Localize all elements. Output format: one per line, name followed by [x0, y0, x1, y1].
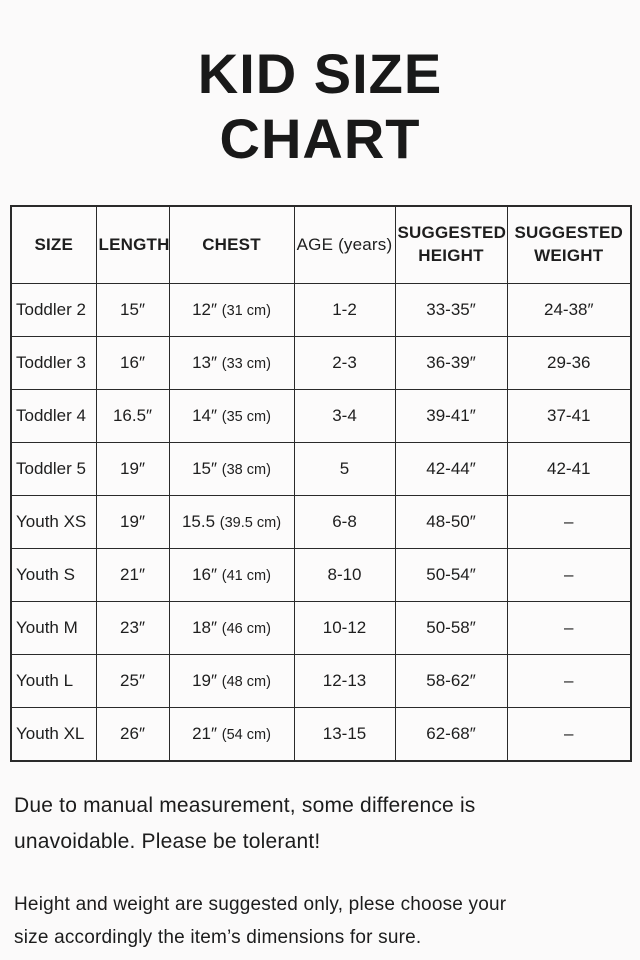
table-row: [11, 655, 631, 708]
size-chart-table: [10, 205, 632, 762]
table-row: [11, 443, 631, 496]
chest-cm: (41 cm): [221, 568, 271, 585]
note-measurement: [14, 788, 626, 860]
page-title: [0, 42, 640, 172]
cell-size: Youth S: [11, 549, 96, 602]
chest-inches: 15″: [192, 459, 222, 479]
footer-notes: [14, 788, 626, 954]
table-header-row: [11, 206, 631, 284]
cell-height: 62-68″: [395, 708, 507, 761]
cell-weight: 29-36: [507, 337, 631, 390]
chest-cm: (38 cm): [221, 462, 271, 479]
cell-height: 48-50″: [395, 496, 507, 549]
cell-length: 26″: [96, 708, 169, 761]
note-suggestion-line-2: size accordingly the item’s dimensions for sure.: [14, 926, 422, 948]
cell-length: 19″: [96, 443, 169, 496]
chest-cm: (39.5 cm): [219, 515, 282, 532]
chest-cm: (35 cm): [221, 409, 271, 426]
column-header-chest: CHEST: [169, 206, 294, 284]
table-row: [11, 496, 631, 549]
cell-length: 23″: [96, 602, 169, 655]
cell-size: Toddler 3: [11, 337, 96, 390]
cell-age: 1-2: [294, 284, 395, 337]
chest-cm: (54 cm): [221, 727, 271, 744]
table-row: [11, 390, 631, 443]
column-header-size: SIZE: [11, 206, 96, 284]
cell-size: Toddler 5: [11, 443, 96, 496]
cell-weight: –: [507, 602, 631, 655]
table-row: [11, 284, 631, 337]
cell-size: Toddler 2: [11, 284, 96, 337]
cell-height: 39-41″: [395, 390, 507, 443]
cell-size: Toddler 4: [11, 390, 96, 443]
cell-chest: [169, 655, 294, 708]
cell-length: 15″: [96, 284, 169, 337]
cell-size: Youth L: [11, 655, 96, 708]
cell-weight: 42-41: [507, 443, 631, 496]
cell-chest: [169, 496, 294, 549]
cell-chest: [169, 390, 294, 443]
cell-length: 21″: [96, 549, 169, 602]
chest-inches: 12″: [192, 300, 222, 320]
chest-cm: (46 cm): [221, 621, 271, 638]
chest-inches: 16″: [192, 565, 222, 585]
cell-weight: 24-38″: [507, 284, 631, 337]
cell-chest: [169, 602, 294, 655]
cell-height: 36-39″: [395, 337, 507, 390]
cell-weight: –: [507, 655, 631, 708]
cell-height: 50-58″: [395, 602, 507, 655]
chest-inches: 13″: [192, 353, 222, 373]
cell-weight: –: [507, 549, 631, 602]
note-measurement-line-1: Due to manual measurement, some difference is: [14, 793, 476, 817]
chest-cm: (31 cm): [221, 303, 271, 320]
chest-inches: 15.5: [181, 512, 220, 532]
note-suggestion-line-1: Height and weight are suggested only, plese choose your: [14, 893, 507, 915]
page-title-line-2: CHART: [219, 106, 421, 170]
size-chart-page: [0, 42, 640, 960]
cell-height: 33-35″: [395, 284, 507, 337]
cell-height: 42-44″: [395, 443, 507, 496]
cell-chest: [169, 337, 294, 390]
cell-age: 8-10: [294, 549, 395, 602]
cell-chest: [169, 284, 294, 337]
cell-age: 6-8: [294, 496, 395, 549]
cell-height: 50-54″: [395, 549, 507, 602]
cell-chest: [169, 549, 294, 602]
column-header-height: SUGGESTED HEIGHT: [395, 206, 507, 284]
chest-inches: 18″: [192, 618, 222, 638]
cell-size: Youth M: [11, 602, 96, 655]
table-row: [11, 708, 631, 761]
page-title-line-1: KID SIZE: [197, 42, 443, 105]
chest-cm: (48 cm): [221, 674, 271, 691]
cell-length: 16″: [96, 337, 169, 390]
cell-age: 5: [294, 443, 395, 496]
cell-length: 19″: [96, 496, 169, 549]
cell-age: 2-3: [294, 337, 395, 390]
table-row: [11, 602, 631, 655]
cell-age: 10-12: [294, 602, 395, 655]
cell-age: 3-4: [294, 390, 395, 443]
table-row: [11, 337, 631, 390]
column-header-weight: SUGGESTED WEIGHT: [507, 206, 631, 284]
cell-chest: [169, 708, 294, 761]
chest-inches: 19″: [192, 671, 222, 691]
cell-age: 12-13: [294, 655, 395, 708]
cell-weight: 37-41: [507, 390, 631, 443]
cell-weight: –: [507, 708, 631, 761]
cell-size: Youth XS: [11, 496, 96, 549]
column-header-length: LENGTH: [96, 206, 169, 284]
cell-size: Youth XL: [11, 708, 96, 761]
cell-height: 58-62″: [395, 655, 507, 708]
note-suggestion: [14, 888, 626, 954]
chest-cm: (33 cm): [221, 356, 271, 373]
cell-length: 25″: [96, 655, 169, 708]
table-row: [11, 549, 631, 602]
cell-weight: –: [507, 496, 631, 549]
cell-age: 13-15: [294, 708, 395, 761]
note-measurement-line-2: unavoidable. Please be tolerant!: [14, 829, 321, 853]
cell-length: 16.5″: [96, 390, 169, 443]
chest-inches: 14″: [192, 406, 222, 426]
chest-inches: 21″: [192, 724, 222, 744]
column-header-age: AGE (years): [294, 206, 395, 284]
cell-chest: [169, 443, 294, 496]
